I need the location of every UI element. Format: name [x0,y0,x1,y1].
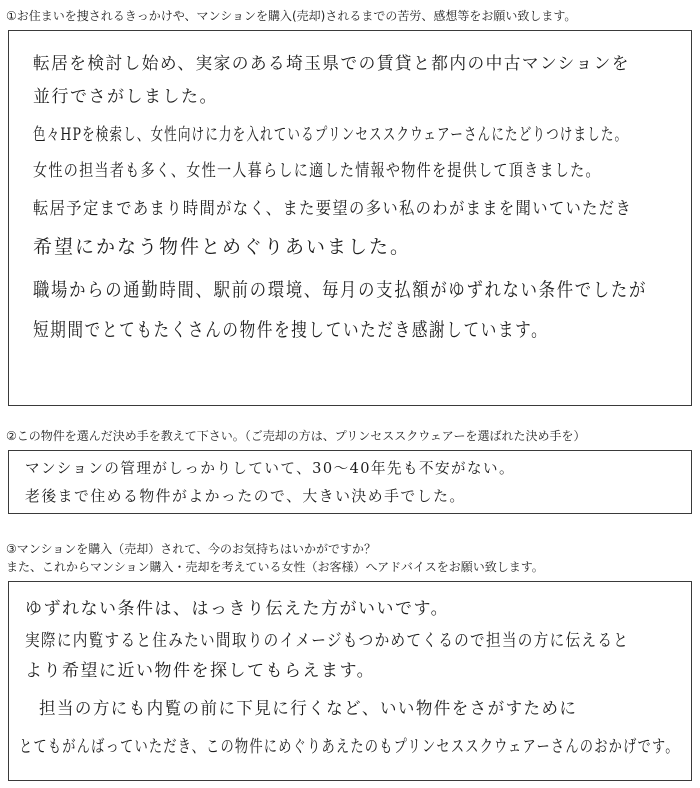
answer-1-line-6: 希望にかなう物件とめぐりあいました。 [33,236,412,258]
answer-2-line-2: 老後まで住める物件がよかったので、大きい決め手でした。 [25,487,466,505]
answer-1-line-5: 転居予定まであまり時間がなく、また要望の多い私のわがままを聞いていただき [33,199,633,219]
answer-1-line-7: 職場からの通勤時間、駅前の環境、毎月の支払額がゆずれない条件でしたが [33,279,648,301]
answer-3-line-4: 担当の方にも内覧の前に下見に行くなど、いい物件をさがすために [39,699,578,719]
answer-3-line-5: とてもがんばっていただき、この物件にめぐりあえたのもプリンセススクウェアーさんのおかげです。 [19,737,680,757]
question-1: ①お住まいを捜されるきっかけや、マンションを購入(売却)されるまでの苦労、感想等をお願い致します。 [6,9,577,23]
answer-1-line-3: 色々HPを検索し、女性向けに力を入れているプリンセススクウェアーさんにたどりつけました。 [33,125,629,145]
answer-1-line-8: 短期間でとてもたくさんの物件を捜していただき感謝しています。 [33,319,549,341]
answer-1-line-1: 転居を検討し始め、実家のある埼玉県での賃貸と都内の中古マンションを [33,54,630,74]
answer-box-2 [8,450,692,514]
question-3-line-2: また、これからマンション購入・売却を考えている女性（お客様）へアドバイスをお願い致します。 [6,560,544,574]
question-2: ②この物件を選んだ決め手を教えて下さい。（ご売却の方は、プリンセススクウェアーを選ばれた決め手を） [6,429,586,443]
answer-3-line-2: 実際に内覧すると住みたい間取りのイメージもつかめてくるので担当の方に伝えると [25,631,630,651]
answer-3-line-3: より希望に近い物件を探してもらえます。 [25,661,376,681]
answer-1-line-2: 並行でさがしました。 [33,87,218,107]
answer-2-line-1: マンションの管理がしっかりしていて、30～40年先も不安がない。 [25,459,516,477]
answer-box-1 [8,30,692,406]
answer-3-line-1: ゆずれない条件は、はっきり伝えた方がいいです。 [25,599,450,619]
question-3-line-1: ③マンションを購入（売却）されて、今のお気持ちはいかがですか？ [6,542,376,556]
answer-box-3 [8,581,692,781]
answer-1-line-4: 女性の担当者も多く、女性一人暮らしに適した情報や物件を提供して頂きました。 [33,161,601,181]
